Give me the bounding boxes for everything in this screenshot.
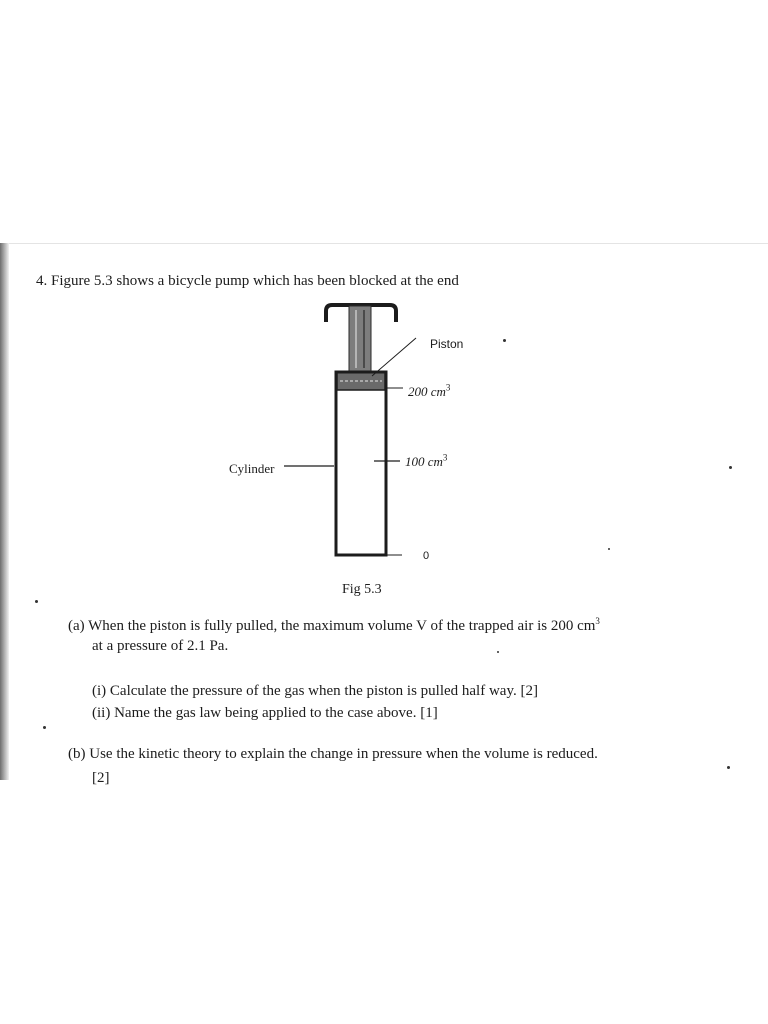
part-a-line-1: (a) When the piston is fully pulled, the maximum volume V of the trapped air is 200 $cm^3$ [68, 616, 600, 634]
scan-speck [497, 651, 499, 653]
cylinder-label: Cylinder [229, 461, 275, 476]
scan-top-edge [9, 243, 768, 244]
part-b-line-1: (b) Use the kinetic theory to explain the change in pressure when the volume is reduced. [68, 746, 598, 762]
pump-cylinder [336, 372, 386, 555]
mark-200-label: 200 $cm^3$ [408, 382, 451, 399]
mark-0-label: 0 [423, 550, 430, 562]
scan-speck [43, 726, 46, 729]
scan-speck [35, 600, 38, 603]
scan-speck [503, 339, 506, 342]
piston-rod [349, 306, 371, 372]
scan-speck [608, 548, 610, 550]
part-a-ii: (ii) Name the gas law being applied to the case above. [1] [92, 705, 438, 721]
part-b-line-2: [2] [92, 770, 110, 786]
piston-pointer [372, 338, 416, 376]
scan-speck [727, 766, 730, 769]
piston-label: Piston [430, 337, 464, 351]
scan-page-edge [0, 243, 9, 780]
question-heading: 4. Figure 5.3 shows a bicycle pump which has been blocked at the end [36, 273, 459, 289]
mark-100-label: 100 $cm^3$ [405, 452, 448, 469]
part-a-line-2: at a pressure of 2.1 Pa. [92, 638, 229, 654]
part-a-i: (i) Calculate the pressure of the gas when the piston is pulled half way. [2] [92, 683, 538, 699]
pump-handle [326, 305, 396, 322]
piston-head [337, 372, 385, 390]
figure-caption: Fig 5.3 [342, 582, 382, 597]
scan-speck [729, 466, 732, 469]
